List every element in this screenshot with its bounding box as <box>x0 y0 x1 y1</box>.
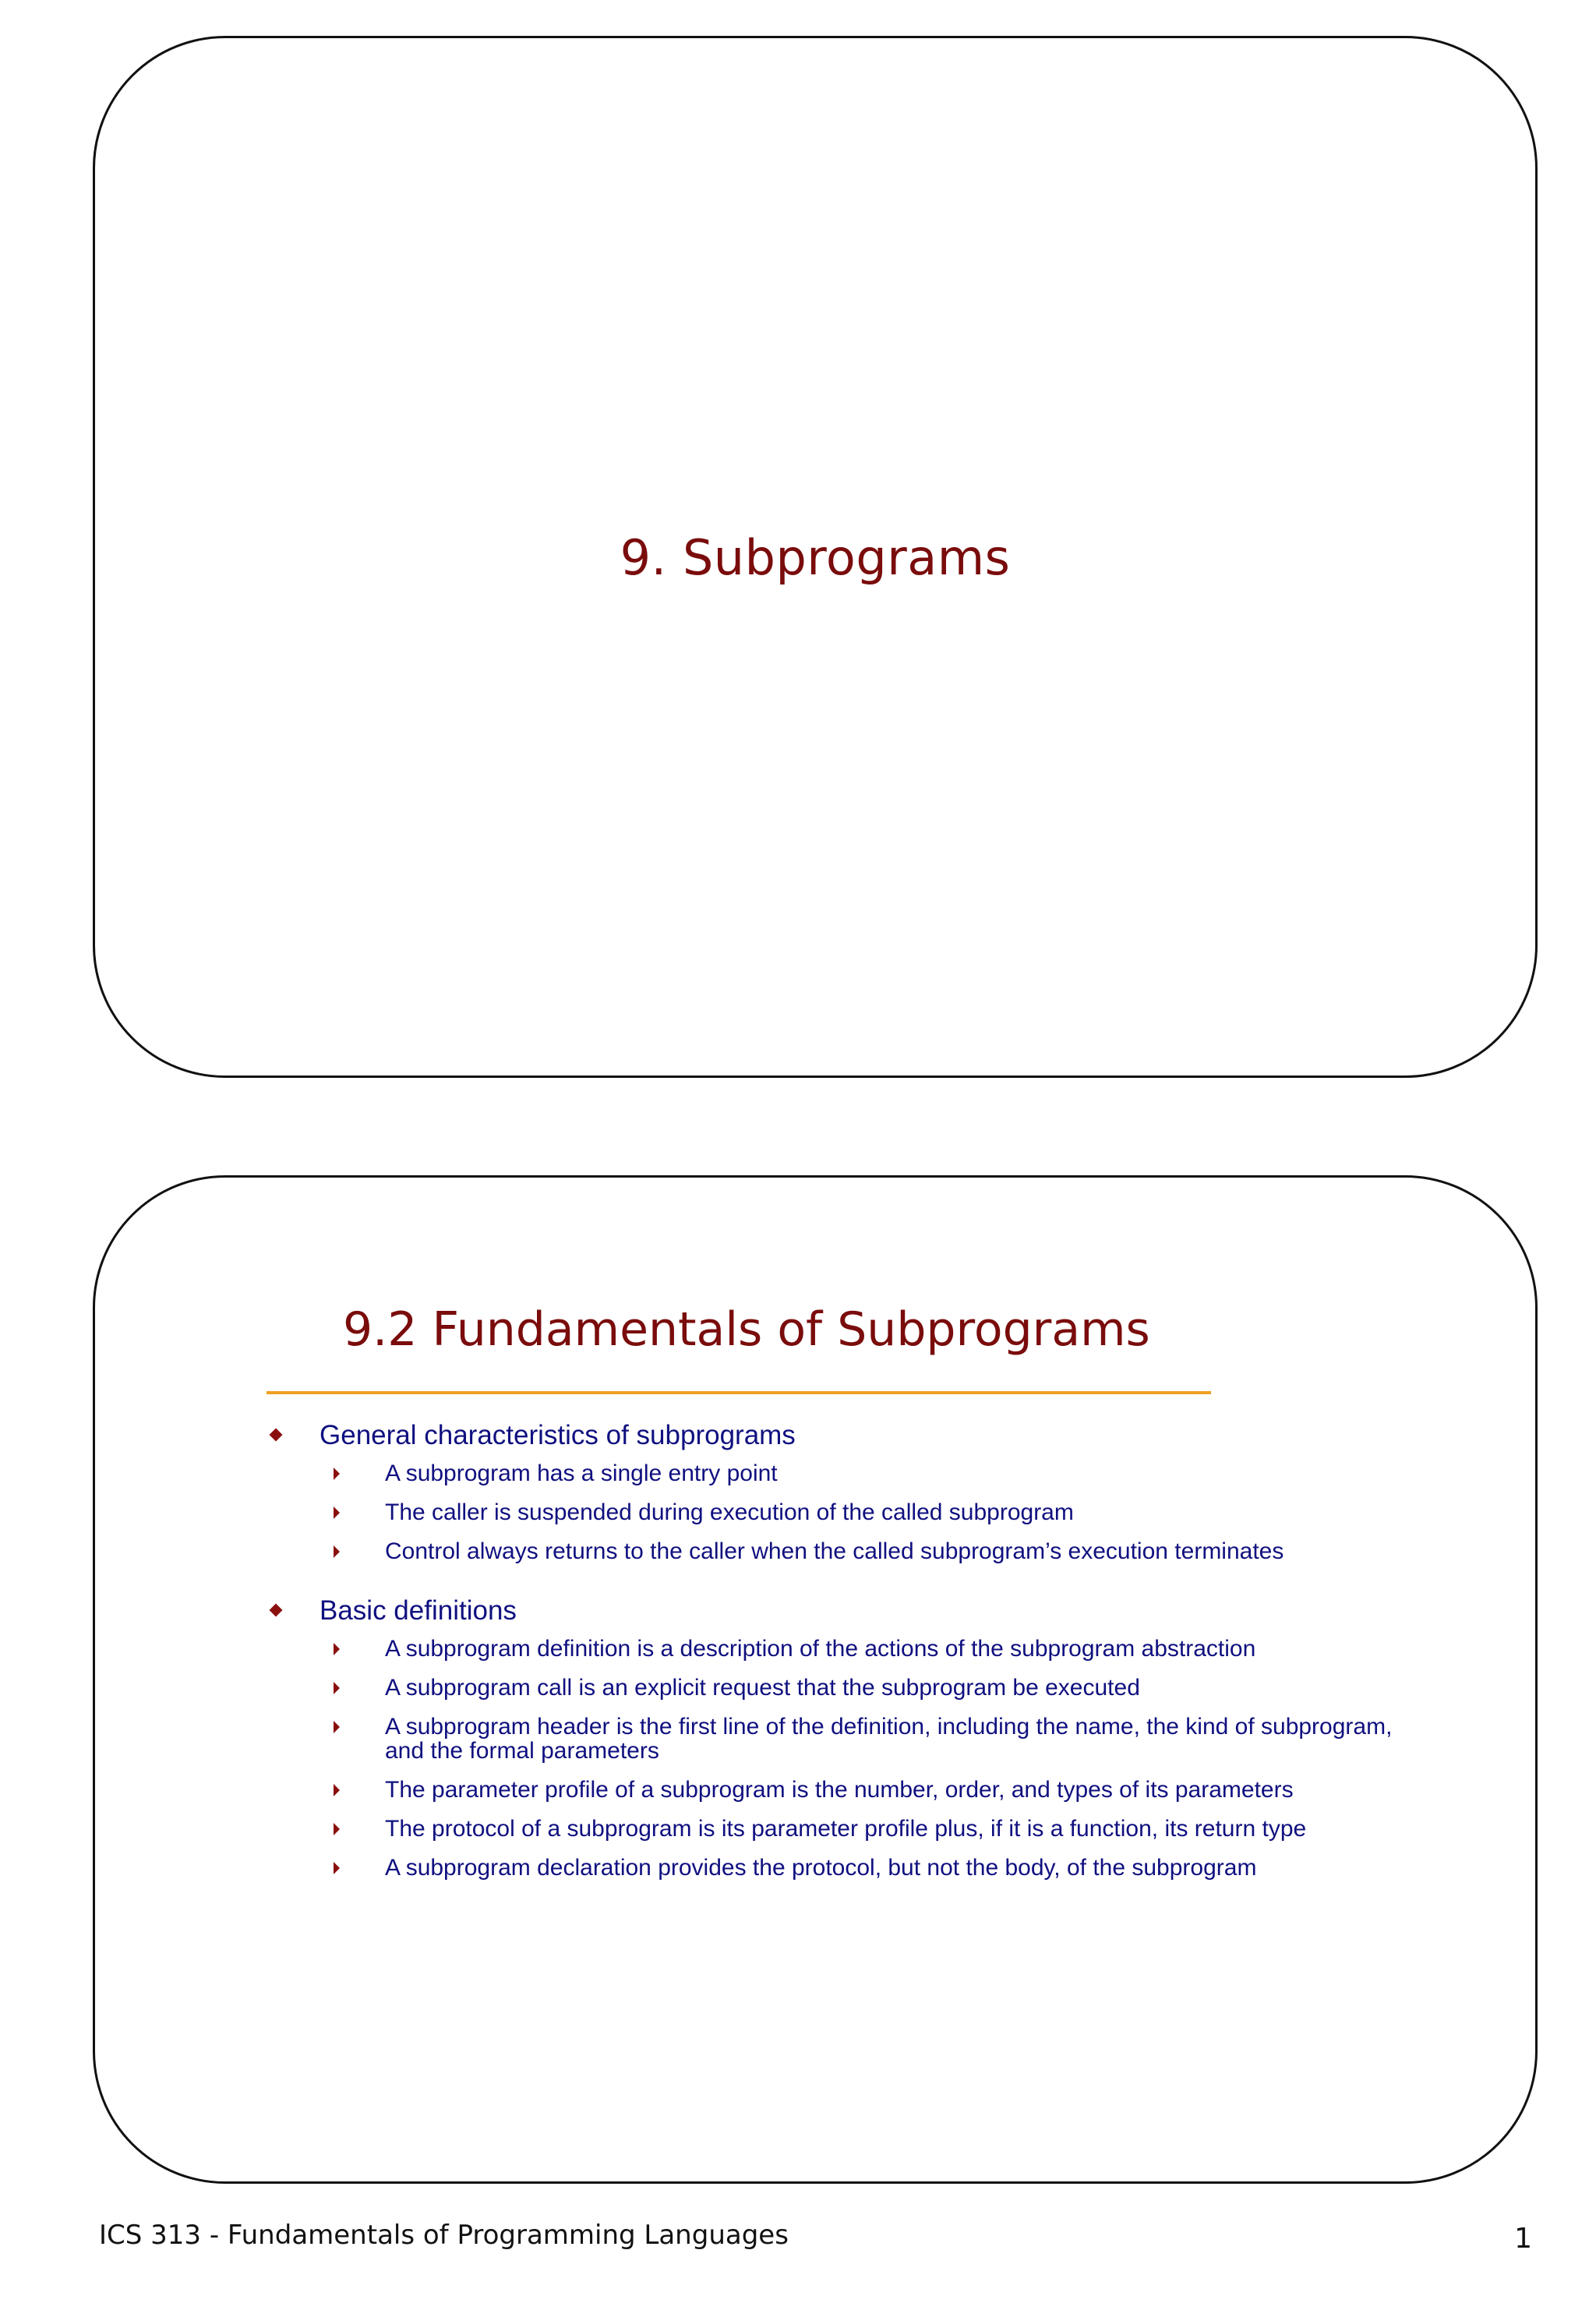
bullet-text: A subprogram has a single entry point <box>385 1461 778 1486</box>
bullet-level2 <box>251 1539 1443 1563</box>
bullet-text: General characteristics of subprograms <box>320 1420 796 1450</box>
arrow-bullet-icon <box>334 1506 340 1519</box>
bullet-group-definitions <box>251 1595 1443 1880</box>
bullet-text: A subprogram call is an explicit request that the subprogram be executed <box>385 1675 1140 1701</box>
footer-course-name: ICS 313 - Fundamentals of Programming Languages <box>99 2220 789 2251</box>
diamond-bullet-icon <box>270 1604 283 1617</box>
arrow-bullet-icon <box>334 1545 340 1558</box>
bullet-level2 <box>251 1856 1443 1880</box>
bullet-level1 <box>251 1595 1443 1627</box>
bullet-text: The parameter profile of a subprogram is the number, order, and types of its parameters <box>385 1777 1294 1803</box>
bullet-text: The caller is suspended during execution of the called subprogram <box>385 1499 1074 1525</box>
slide-1-title: 9. Subprograms <box>620 529 1011 586</box>
slide-2-content <box>251 1419 1443 1911</box>
arrow-bullet-icon <box>334 1468 340 1480</box>
arrow-bullet-icon <box>334 1721 340 1733</box>
diamond-bullet-icon <box>270 1429 283 1442</box>
arrow-bullet-icon <box>334 1682 340 1694</box>
bullet-level2 <box>251 1778 1443 1802</box>
bullet-level2 <box>251 1461 1443 1485</box>
bullet-level1 <box>251 1419 1443 1452</box>
bullet-level2 <box>251 1637 1443 1661</box>
bullet-text: Control always returns to the caller when the called subprogram’s execution terminates <box>385 1538 1284 1564</box>
slide-2-title: 9.2 Fundamentals of Subprograms <box>343 1302 1150 1357</box>
bullet-level2 <box>251 1817 1443 1841</box>
bullet-text: A subprogram header is the first line of the definition, including the name, the kind of subprogram, and the formal parameters <box>385 1714 1393 1764</box>
slide-2 <box>93 1175 1538 2184</box>
title-underline-rule <box>267 1391 1211 1394</box>
page-number: 1 <box>1514 2223 1532 2255</box>
arrow-bullet-icon <box>334 1823 340 1835</box>
bullet-level2 <box>251 1715 1443 1763</box>
slide-1 <box>93 36 1538 1078</box>
bullet-group-general <box>251 1419 1443 1563</box>
arrow-bullet-icon <box>334 1862 340 1874</box>
bullet-text: A subprogram definition is a description of the actions of the subprogram abstraction <box>385 1636 1256 1662</box>
bullet-text: The protocol of a subprogram is its parameter profile plus, if it is a function, its return type <box>385 1816 1307 1842</box>
bullet-level2 <box>251 1676 1443 1700</box>
bullet-text: Basic definitions <box>320 1595 517 1626</box>
bullet-text: A subprogram declaration provides the protocol, but not the body, of the subprogram <box>385 1855 1257 1881</box>
arrow-bullet-icon <box>334 1643 340 1655</box>
arrow-bullet-icon <box>334 1784 340 1796</box>
bullet-level2 <box>251 1500 1443 1524</box>
